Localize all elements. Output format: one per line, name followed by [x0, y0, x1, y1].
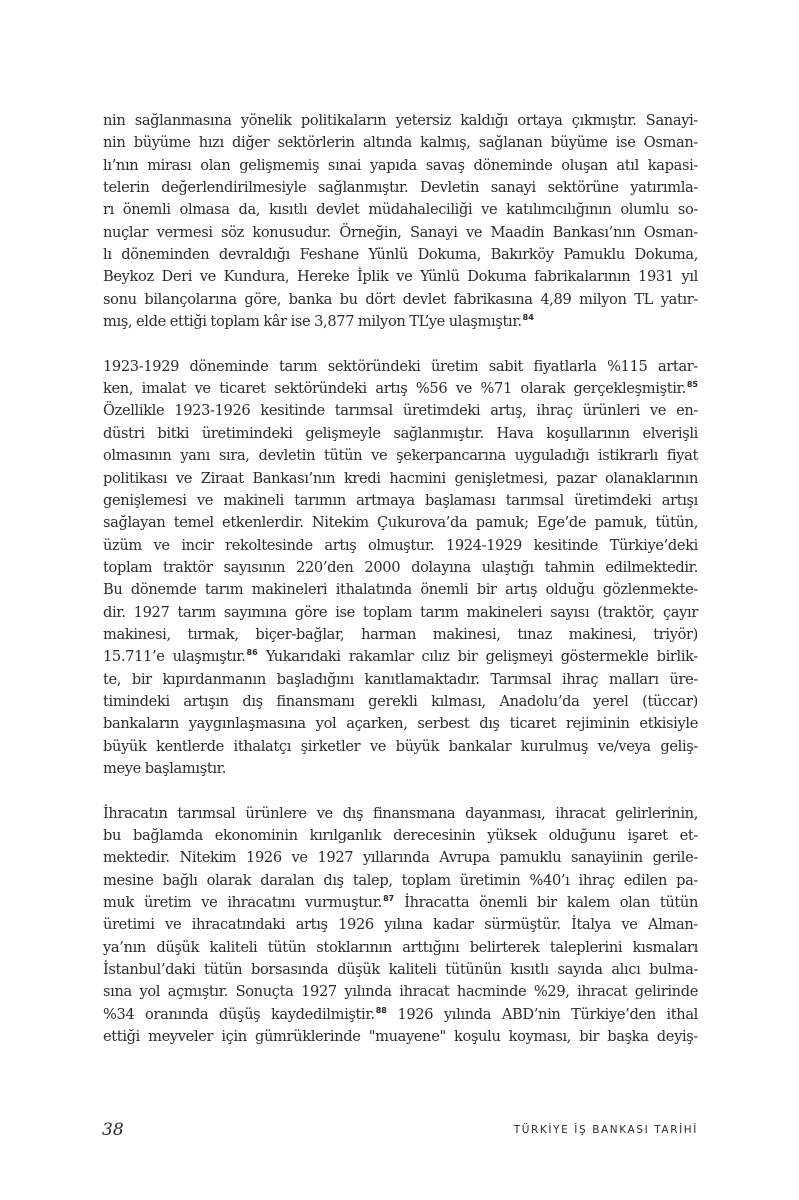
text-line: sağlayan temel etkenlerdir. Nitekim Çukurova’da pamuk; Ege’de pamuk, tütün, [103, 514, 698, 532]
text-line: timindeki artışın dış finansmanı gerekli kılması, Anadolu’da yerel (tüccar) [103, 692, 698, 710]
text-line: sına yol açmıştır. Sonuçta 1927 yılında ihracat hacminde %29, ihracat gelirinde [103, 983, 698, 1001]
text-line: rı önemli olmasa da, kısıtlı devlet müdahaleciliği ve katılımcılığının olumlu so- [103, 201, 698, 219]
text-line: ettiği meyveler için gümrüklerinde "muayene" koşulu koyması, bir başka deyiş- [103, 1028, 698, 1046]
text-line: nuçlar vermesi söz konusudur. Örneğin, Sanayi ve Maadin Bankası’nın Osman- [103, 223, 698, 241]
text-line: sonu bilançolarına göre, banka bu dört devlet fabrikasına 4,89 milyon TL yatır- [103, 290, 698, 308]
text-line: telerin değerlendirilmesiyle sağlanmıştır. Devletin sanayi sektörüne yatırımla- [103, 179, 698, 197]
text-segment: %34 oranında düşüş kaydedilmiştir. [103, 1005, 375, 1023]
text-line [103, 378, 698, 400]
footnote-ref-86[interactable]: 86 [246, 648, 258, 658]
text-line [103, 646, 698, 668]
text-line: nin sağlanmasına yönelik politikaların yetersiz kaldığı ortaya çıkmıştır. Sanayi- [103, 112, 698, 129]
text-line: bu bağlamda ekonominin kırılganlık derecesinin yüksek olduğunu işaret et- [103, 827, 698, 844]
body-text [103, 110, 698, 1071]
text-segment: ken, imalat ve ticaret sektöründeki artış %56 ve %71 olarak gerçekleşmiştir. [103, 380, 686, 398]
text-segment: 1926 yılında ABD’nin Türkiye’den ithal [386, 1005, 699, 1023]
text-line: Bu dönemde tarım makineleri ithalatında önemli bir artış olduğu gözlenmekte- [103, 581, 698, 599]
text-segment: muk üretim ve ihracatını vurmuştur. [103, 894, 383, 912]
text-line [103, 892, 698, 914]
text-line: toplam traktör sayısının 220’den 2000 dolayına ulaştığı tahmin edilmektedir. [103, 558, 698, 576]
text-line: büyük kentlerde ithalatçı şirketler ve büyük bankalar kurulmuş ve/veya geliş- [103, 737, 698, 755]
text-line: lı’nın mirası olan gelişmemiş sınai yapıda savaş döneminde oluşan atıl kapasi- [103, 156, 698, 174]
text-line: düstri bitki üretimindeki gelişmeyle sağlanmıştır. Hava koşullarının elverişli [103, 424, 698, 442]
text-segment: Yukarıdaki rakamlar cılız bir gelişmeyi göstermekle birlik- [257, 648, 698, 666]
page-number: 38 [102, 1120, 124, 1140]
text-line: üzüm ve incir rekoltesinde artış olmuştur. 1924-1929 kesitinde Türkiye’deki [103, 536, 698, 554]
text-segment: mış, elde ettiği toplam kâr ise 3,877 milyon TL’ye ulaşmıştır. [103, 313, 522, 331]
text-line [103, 1004, 698, 1026]
text-line: dir. 1927 tarım sayımına göre ise toplam tarım makineleri sayısı (traktör, çayır [103, 603, 698, 621]
running-title: TÜRKİYE İŞ BANKASI TARİHİ [513, 1124, 698, 1136]
text-line: genişlemesi ve makineli tarımın artmaya başlaması tarımsal üretimdeki artışı [103, 491, 698, 509]
text-line: üretimi ve ihracatındaki artış 1926 yılına kadar sürmüştür. İtalya ve Alman- [103, 916, 698, 934]
text-line: politikası ve Ziraat Bankası’nın kredi hacmini genişletmesi, pazar olanaklarının [103, 469, 698, 487]
text-line: meye başlamıştır. [103, 759, 226, 777]
footnote-ref-85[interactable]: 85 [686, 380, 698, 390]
text-line: nin büyüme hızı diğer sektörlerin altında kalmış, sağlanan büyüme ise Osman- [103, 134, 698, 152]
text-line: Özellikle 1923-1926 kesitinde tarımsal üretimdeki artış, ihraç ürünleri ve en- [103, 402, 698, 420]
footnote-ref-87[interactable]: 87 [383, 894, 395, 904]
text-line: te, bir kıpırdanmanın başladığını kanıtlamaktadır. Tarımsal ihraç malları üre- [103, 670, 698, 688]
text-line: İstanbul’daki tütün borsasında düşük kaliteli tütünün kısıtlı sayıda alıcı bulma- [103, 961, 698, 979]
footnote-ref-88[interactable]: 88 [375, 1005, 387, 1015]
paragraph-2 [103, 356, 698, 781]
text-line: mektedir. Nitekim 1926 ve 1927 yıllarında Avrupa pamuklu sanayiinin gerile- [103, 849, 698, 867]
text-line: mesine bağlı olarak daralan dış talep, toplam üretimin %40’ı ihraç edilen pa- [103, 871, 698, 889]
text-line: 1923-1929 döneminde tarım sektöründeki üretim sabit fiyatlarla %115 artar- [103, 357, 698, 375]
text-line: Beykoz Deri ve Kundura, Hereke İplik ve Yünlü Dokuma fabrikalarının 1931 yıl [103, 268, 698, 286]
text-segment: 15.711’e ulaşmıştır. [103, 648, 246, 666]
footnote-ref-84[interactable]: 84 [522, 313, 534, 323]
text-line: ya’nın düşük kaliteli tütün stoklarının arttığını belirterek taleplerini kısmaları [103, 938, 698, 956]
text-line: makinesi, tırmak, biçer-bağlar, harman makinesi, tınaz makinesi, triyör) [103, 625, 698, 643]
paragraph-3 [103, 803, 698, 1049]
text-line: bankaların yaygınlaşmasına yol açarken, serbest dış ticaret rejiminin etkisiyle [103, 715, 698, 733]
text-line [103, 311, 698, 333]
text-line: İhracatın tarımsal ürünlere ve dış finansmana dayanması, ihracat gelirlerinin, [103, 804, 698, 822]
text-segment: İhracatta önemli bir kalem olan tütün [394, 894, 698, 912]
text-line: lı döneminden devraldığı Feshane Yünlü Dokuma, Bakırköy Pamuklu Dokuma, [103, 246, 698, 264]
paragraph-1 [103, 110, 698, 333]
text-line: olmasının yanı sıra, devletin tütün ve şekerpancarına uyguladığı istikrarlı fiyat [103, 447, 698, 465]
